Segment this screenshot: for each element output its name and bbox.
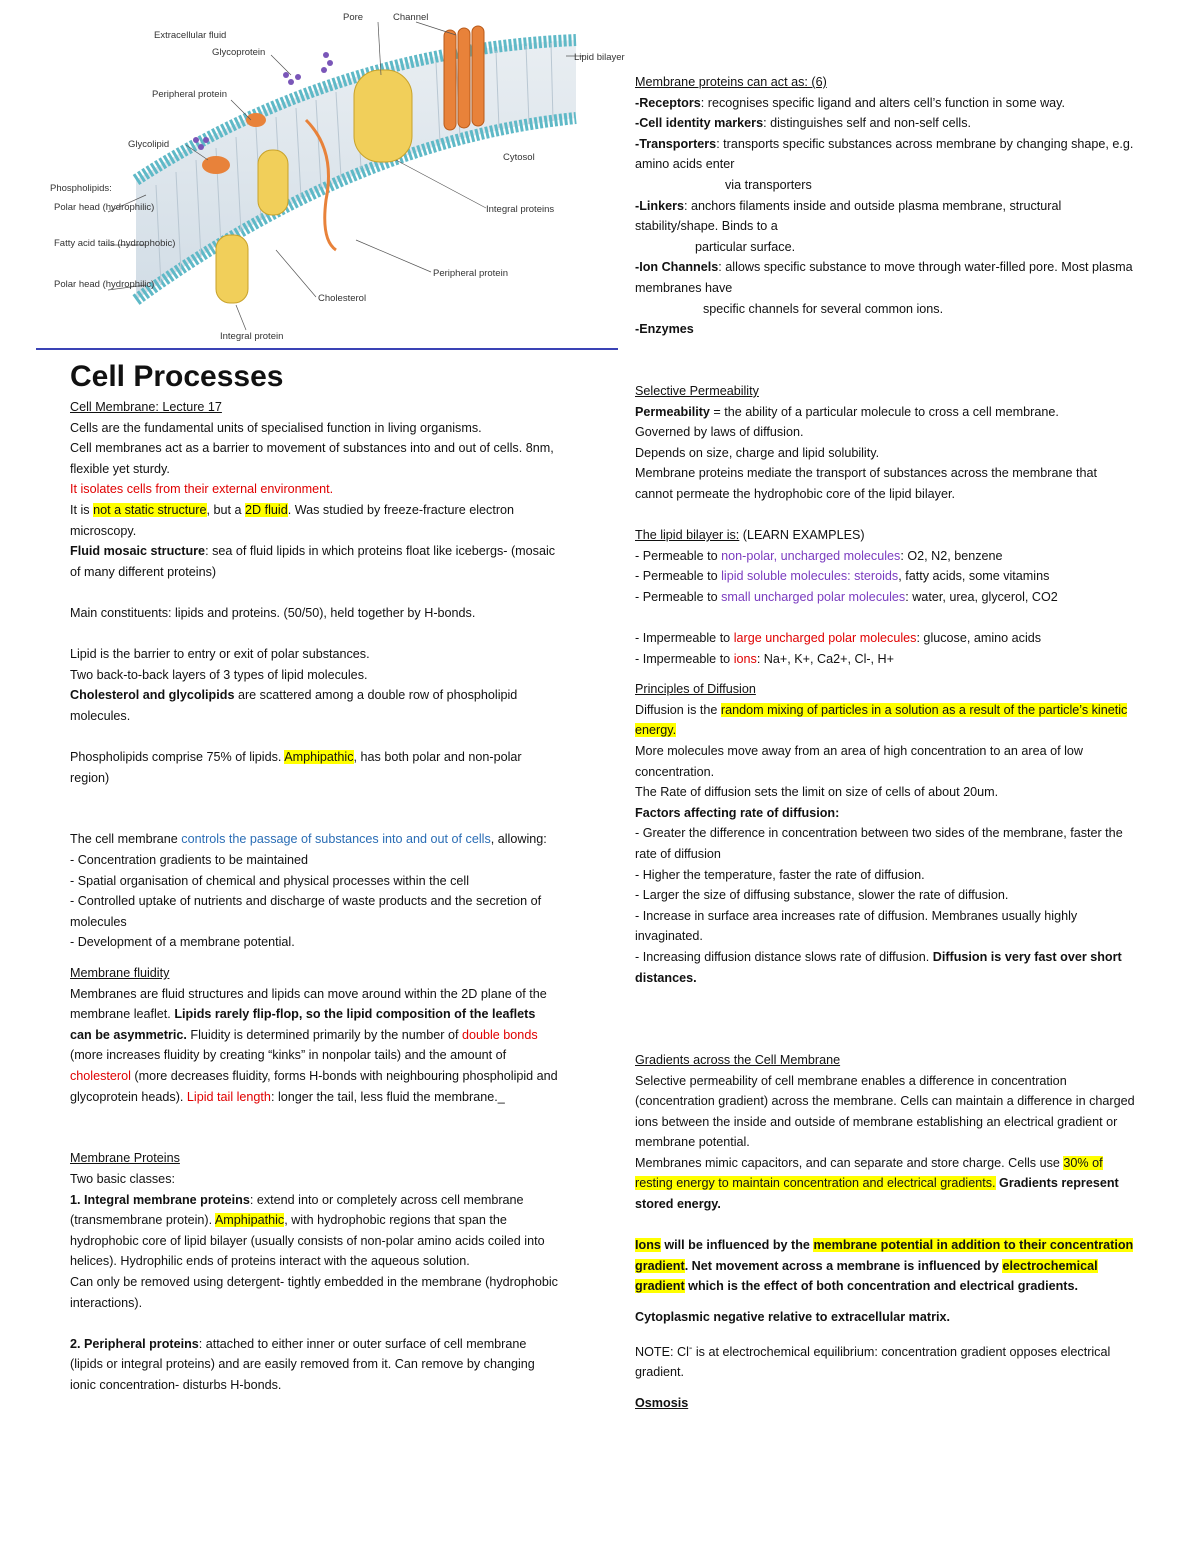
selective-permeability-heading: Selective Permeability — [635, 383, 759, 398]
role-item: -Cell identity markers: distinguishes self and non-self cells. — [635, 116, 972, 131]
role-item: -Linkers: anchors filaments inside and outside plasma membrane, structural stability/shape. Binds to a — [635, 198, 1062, 234]
list-item: - Development of a membrane potential. — [70, 935, 295, 950]
paragraph: Cytoplasmic negative relative to extracellular matrix. — [635, 1310, 950, 1325]
paragraph: Cells are the fundamental units of specialised function in living organisms. — [70, 420, 482, 435]
label-fatty-acid-tails: Fatty acid tails (hydrophobic) — [54, 238, 176, 249]
paragraph: Membrane proteins mediate the transport of substances across the membrane that cannot permeate the hydrophobic core of the lipid bilayer. — [635, 466, 1098, 501]
paragraph: Can only be removed using detergent- tightly embedded in the membrane (hydrophobic interactions). — [70, 1274, 558, 1310]
permeable-item: - Permeable to lipid soluble molecules: steroids, fatty acids, some vitamins — [635, 569, 1050, 584]
paragraph: Two basic classes: — [70, 1171, 175, 1186]
membrane-proteins-heading: Membrane proteins can act as: (6) — [635, 75, 827, 89]
role-item: specific channels for several common ions. — [703, 301, 944, 316]
factor-item: - Greater the difference in concentration between two sides of the membrane, faster the rate of diffusion — [635, 826, 1123, 861]
label-glycoprotein: Glycoprotein — [212, 47, 266, 58]
paragraph-red: It isolates cells from their external environment. — [70, 482, 334, 497]
gradients-heading: Gradients across the Cell Membrane — [635, 1052, 841, 1067]
role-item: particular surface. — [695, 239, 796, 254]
lipid-bilayer-heading: The lipid bilayer is: (LEARN EXAMPLES) — [635, 528, 865, 543]
label-peripheral-protein-bottom: Peripheral protein — [433, 268, 508, 279]
highlight: Amphipathic — [284, 750, 354, 765]
paragraph: The Rate of diffusion sets the limit on size of cells of about 20um. — [635, 785, 999, 800]
paragraph: Two back-to-back layers of 3 types of lipid molecules. — [70, 667, 368, 682]
label-polar-head-bottom: Polar head (hydrophilic) — [54, 279, 155, 290]
paragraph: Depends on size, charge and lipid solubility. — [635, 445, 880, 460]
label-cholesterol: Cholesterol — [318, 293, 367, 304]
list-item: - Controlled uptake of nutrients and discharge of waste products and the secretion of molecules — [70, 894, 542, 929]
paragraph: Main constituents: lipids and proteins. (50/50), held together by H-bonds. — [70, 605, 476, 620]
paragraph: Diffusion is the random mixing of particles in a solution as a result of the particle’s kinetic energy. — [635, 702, 1128, 738]
role-item: -Receptors: recognises specific ligand and alters cell’s function in some way. — [635, 95, 1066, 110]
impermeable-item: - Impermeable to ions: Na+, K+, Ca2+, Cl-, H+ — [635, 651, 895, 666]
label-phospholipids: Phospholipids: — [50, 183, 112, 194]
paragraph: 1. Integral membrane proteins: extend into or completely across cell membrane (transmembrane protein). Amphipathic, with hydrophobic regions that span the hydrophobic core of lipid bilayer (usually consists of non-polar amino acids coiled into helices). Hydrophilic ends of proteins interact with the aqueous solution. — [70, 1192, 545, 1269]
highlight: 30% of resting energy to maintain concentration and electrical gradients. — [635, 1155, 1103, 1191]
paragraph: Cholesterol and glycolipids are scattered among a double row of phospholipid molecules. — [70, 688, 518, 723]
integral-protein-small — [258, 150, 288, 215]
label-glycolipid: Glycolipid — [128, 139, 170, 150]
list-item: - Concentration gradients to be maintained — [70, 853, 309, 868]
membrane-illustration — [36, 0, 625, 350]
factor-item: - Increasing diffusion distance slows rate of diffusion. Diffusion is very fast over short distances. — [635, 949, 1122, 985]
factor-item: - Larger the size of diffusing substance, slower the rate of diffusion. — [635, 888, 1009, 903]
channel-protein — [444, 26, 484, 130]
paragraph: Membranes are fluid structures and lipids can move around within the 2D plane of the membrane leaflet. Lipids rarely flip-flop, so the lipid composition of the leaflets can be asymmetric. Fluidity is determined primarily by the number of double bonds (more increases fluidity by creating “kinks” in nonpolar tails) and the amount of cholesterol (more decreases fluidity, forms H-bonds with neighbouring phospholipid and glycoprotein heads). Lipid tail length: longer the tail, less fluid the membrane._ — [70, 986, 558, 1104]
integral-protein-pore — [354, 70, 412, 162]
cell-membrane-diagram — [36, 0, 625, 350]
role-item: -Ion Channels: allows specific substance to move through water-filled pore. Most plasma membranes have — [635, 260, 1133, 295]
permeable-item: - Permeable to small uncharged polar molecules: water, urea, glycerol, CO2 — [635, 589, 1058, 604]
label-channel: Channel — [393, 12, 429, 23]
paragraph: Fluid mosaic structure: sea of fluid lipids in which proteins float like icebergs- (mosaic of many different proteins) — [70, 544, 556, 579]
page-title: Cell Processes — [70, 360, 284, 393]
right-column — [635, 72, 1135, 1414]
role-item: via transporters — [725, 177, 812, 192]
peripheral-protein-top — [246, 113, 266, 127]
paragraph: Factors affecting rate of diffusion: — [635, 805, 840, 820]
label-polar-head-top: Polar head (hydrophilic) — [54, 202, 155, 213]
highlight: 2D fluid — [245, 502, 288, 517]
osmosis-heading: Osmosis — [635, 1396, 689, 1410]
paragraph: Permeability = the ability of a particular molecule to cross a cell membrane. — [635, 404, 1059, 419]
section-divider — [36, 348, 618, 350]
paragraph: 2. Peripheral proteins: attached to either inner or outer surface of cell membrane (lipids or integral proteins) and are easily removed from it. Can remove by changing ionic concentration- disturbs H-bonds. — [70, 1336, 535, 1392]
paragraph: Cell membranes act as a barrier to movement of substances into and out of cells. 8nm, flexible yet sturdy. — [70, 441, 554, 476]
paragraph: The cell membrane controls the passage of substances into and out of cells, allowing: — [70, 832, 547, 847]
label-integral-proteins: Integral proteins — [486, 204, 555, 215]
label-extracellular: Extracellular fluid — [154, 30, 227, 41]
label-integral-protein: Integral protein — [220, 331, 284, 342]
label-pore: Pore — [343, 12, 364, 23]
fluidity-heading: Membrane fluidity — [70, 966, 170, 981]
paragraph: More molecules move away from an area of high concentration to an area of low concentration. — [635, 744, 1084, 779]
paragraph: Lipid is the barrier to entry or exit of polar substances. — [70, 647, 370, 662]
highlight: Amphipathic — [214, 1213, 285, 1228]
role-item: -Transporters: transports specific substances across membrane by changing shape, e.g. amino acids enter — [635, 136, 1134, 172]
label-peripheral-protein-top: Peripheral protein — [152, 89, 227, 100]
paragraph: Membranes mimic capacitors, and can separate and store charge. Cells use 30% of resting energy to maintain concentration and electrical gradients. Gradients represent stored energy. — [635, 1155, 1119, 1212]
lecture-heading: Cell Membrane: Lecture 17 — [70, 400, 222, 414]
factor-item: - Increase in surface area increases rate of diffusion. Membranes usually highly invaginated. — [635, 908, 1078, 944]
paragraph: Ions will be influenced by the membrane potential in addition to their concentration gradient. Net movement across a membrane is influenced by electrochemical gradient which is the effect of both concentration and electrical gradients. — [635, 1238, 1134, 1294]
paragraph: NOTE: Cl- is at electrochemical equilibrium: concentration gradient opposes electrical gradient. — [635, 1341, 1111, 1380]
impermeable-item: - Impermeable to large uncharged polar molecules: glucose, amino acids — [635, 631, 1042, 646]
label-cytosol: Cytosol — [503, 152, 535, 163]
permeable-item: - Permeable to non-polar, uncharged molecules: O2, N2, benzene — [635, 548, 1003, 563]
factor-item: - Higher the temperature, faster the rate of diffusion. — [635, 867, 925, 882]
paragraph: Phospholipids comprise 75% of lipids. Amphipathic, has both polar and non-polar region) — [70, 750, 522, 785]
integral-protein-bottom — [216, 235, 248, 303]
proteins-heading: Membrane Proteins — [70, 1151, 180, 1166]
label-lipid-bilayer: Lipid bilayer — [574, 52, 625, 63]
list-item: - Spatial organisation of chemical and physical processes within the cell — [70, 873, 470, 888]
role-item: -Enzymes — [635, 322, 694, 337]
highlight: random mixing of particles in a solution as a result of the particle’s kinetic energy. — [635, 702, 1128, 738]
diffusion-heading: Principles of Diffusion — [635, 682, 756, 697]
highlight: not a static structure — [93, 502, 207, 517]
paragraph: It is not a static structure, but a 2D fluid. Was studied by freeze-fracture electron microscopy. — [70, 502, 515, 538]
left-column — [70, 357, 560, 1396]
paragraph: Governed by laws of diffusion. — [635, 425, 804, 440]
paragraph: Selective permeability of cell membrane enables a difference in concentration (concentration gradient) across the membrane. Cells can maintain a difference in charged ions between the inside and outside of membrane establishing an electrical gradient or membrane potential. — [635, 1073, 1135, 1150]
